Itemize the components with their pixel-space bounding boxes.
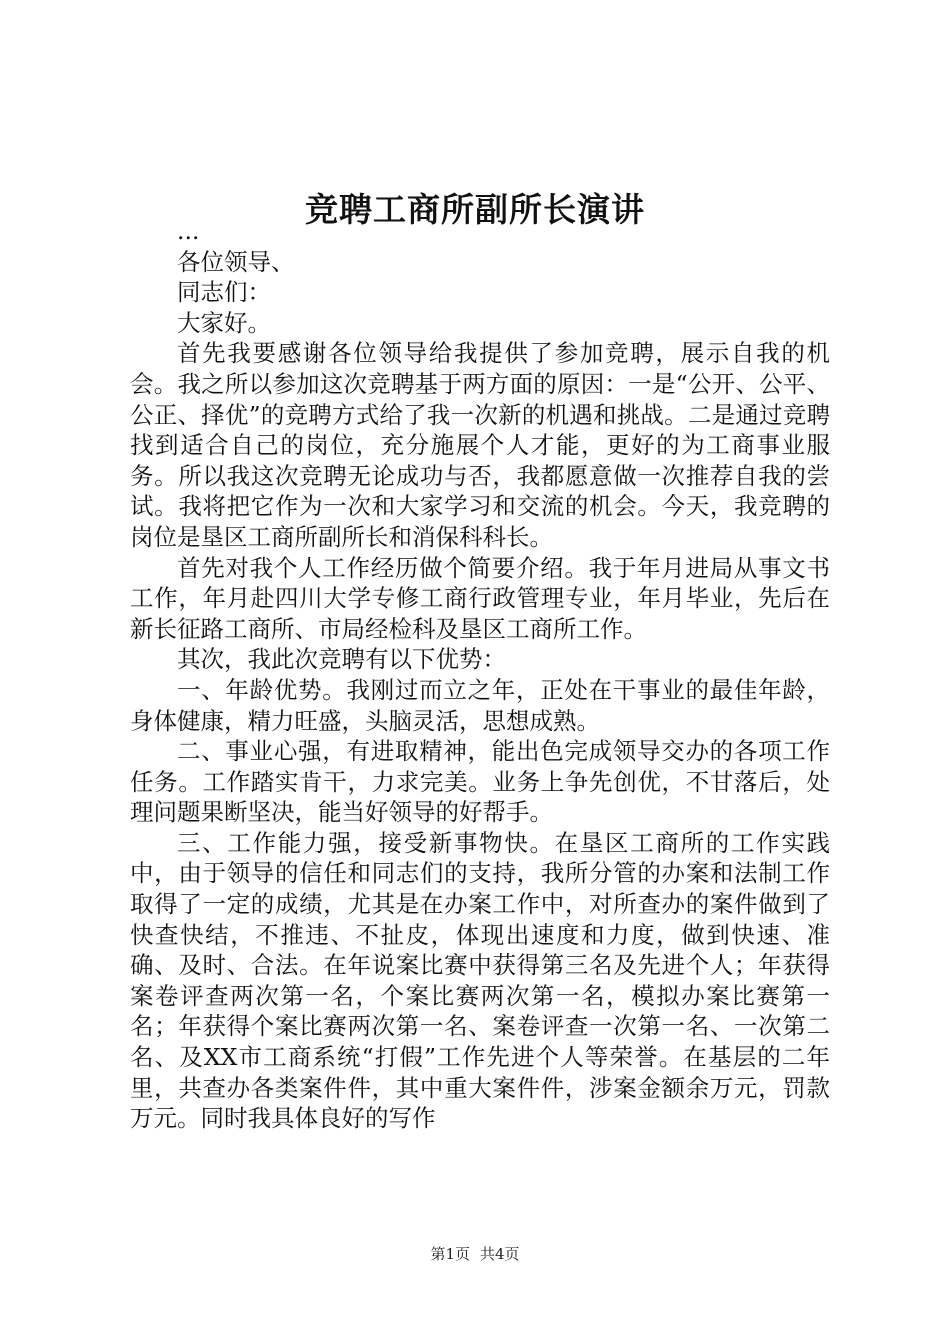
document-body [130,216,830,1134]
page-footer [0,1244,950,1264]
page-number: 第1页 [430,1245,470,1263]
paragraph-advantage-career: 二、事业心强，有进取精神，能出色完成领导交办的各项工作任务。工作踏实肯干，力求完美。业务上争先创优，不甘落后，处理问题果断坚决，能当好领导的好帮手。 [130,737,830,827]
page-total: 共4页 [480,1245,520,1263]
paragraph-advantage-age: 一、年龄优势。我刚过而立之年，正处在干事业的最佳年龄，身体健康，精力旺盛，头脑灵活，思想成熟。 [130,675,830,735]
paragraph-thanks: 首先我要感谢各位领导给我提供了参加竞聘，展示自我的机会。我之所以参加这次竞聘基于两方面的原因：一是“公开、公平、公正、择优”的竞聘方式给了我一次新的机遇和挑战。二是通过竞聘找到适合自己的岗位，充分施展个人才能，更好的为工商事业服务。所以我这次竞聘无论成功与否，我都愿意做一次推荐自我的尝试。我将把它作为一次和大家学习和交流的机会。今天，我竞聘的岗位是垦区工商所副所长和消保科科长。 [130,339,830,551]
paragraph-advantages-intro: 其次，我此次竞聘有以下优势： [177,645,506,674]
paragraph-advantage-ability: 三、工作能力强，接受新事物快。在垦区工商所的工作实践中，由于领导的信任和同志们的支持，我所分管的办案和法制工作取得了一定的成绩，尤其是在办案工作中，对所查办的案件做到了快查快结，不推违、不扯皮，体现出速度和力度，做到快速、准确、及时、合法。在年说案比赛中获得第三名及先进个人；年获得案卷评查两次第一名，个案比赛两次第一名，模拟办案比赛第一名；年获得个案比赛两次第一名、案卷评查一次第一名、一次第二名、及XX市工商系统“打假”工作先进个人等荣誉。在基层的二年里，共查办各类案件件，其中重大案件件，涉案金额余万元，罚款万元。同时我具体良好的写作 [130,828,830,1133]
paragraph-salutation-comrades: 同志们： [177,278,271,307]
paragraph-experience: 首先对我个人工作经历做个简要介绍。我于年月进局从事文书工作，年月赴四川大学专修工商行政管理专业，年月毕业，先后在新长征路工商所、市局经检科及垦区工商所工作。 [130,553,830,643]
document-title: 竞聘工商所副所长演讲 [305,190,645,229]
paragraph-ellipsis: ... [177,217,200,245]
paragraph-salutation-leaders: 各位领导、 [177,247,295,276]
paragraph-greeting: 大家好。 [177,308,271,337]
